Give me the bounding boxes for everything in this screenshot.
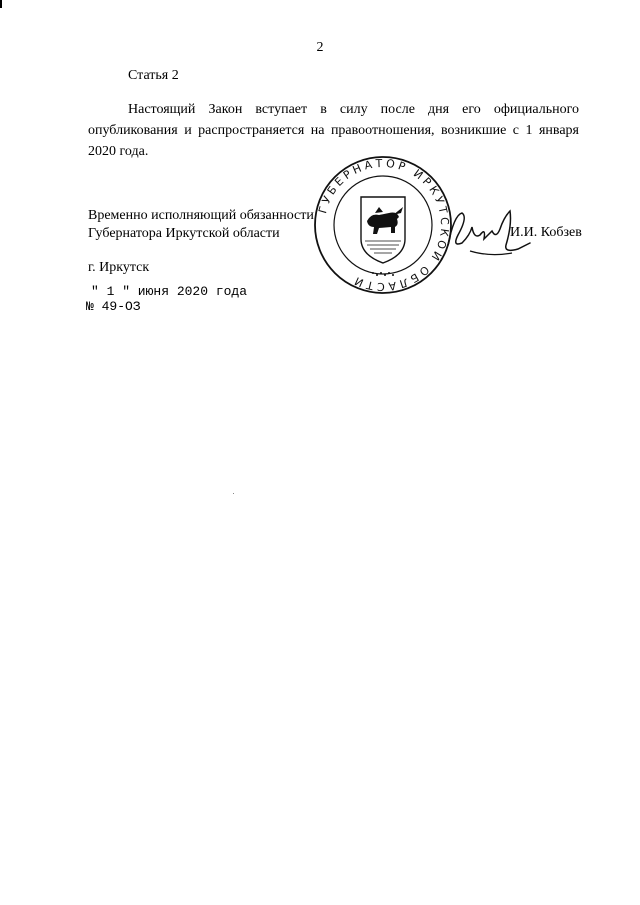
article-title: Статья 2 <box>128 68 179 83</box>
law-number: № 49-ОЗ <box>86 299 141 314</box>
page-number: 2 <box>316 40 324 55</box>
signing-place: г. Иркутск <box>88 260 150 275</box>
official-seal-stamp <box>313 155 453 295</box>
scan-speck <box>233 493 234 494</box>
signatory-title <box>88 207 314 243</box>
signer-name: И.И. Кобзев <box>510 225 582 240</box>
babr-emblem-icon <box>367 213 399 235</box>
signatory-line-2: Губернатора Иркутской области <box>88 226 280 241</box>
signatory-line-1: Временно исполняющий обязанности <box>88 208 314 223</box>
corner-mark <box>0 0 2 8</box>
article-text: Настоящий Закон вступает в силу после дня его официального опубликования и распространяется на правоотношения, возникшие с 1 января 2020 года. <box>88 102 579 159</box>
signing-date: " 1 " июня 2020 года <box>91 284 248 299</box>
seal-ring-text: ГУБЕРНАТОР ИРКУТСКОЙ ОБЛАСТИ <box>316 156 452 294</box>
